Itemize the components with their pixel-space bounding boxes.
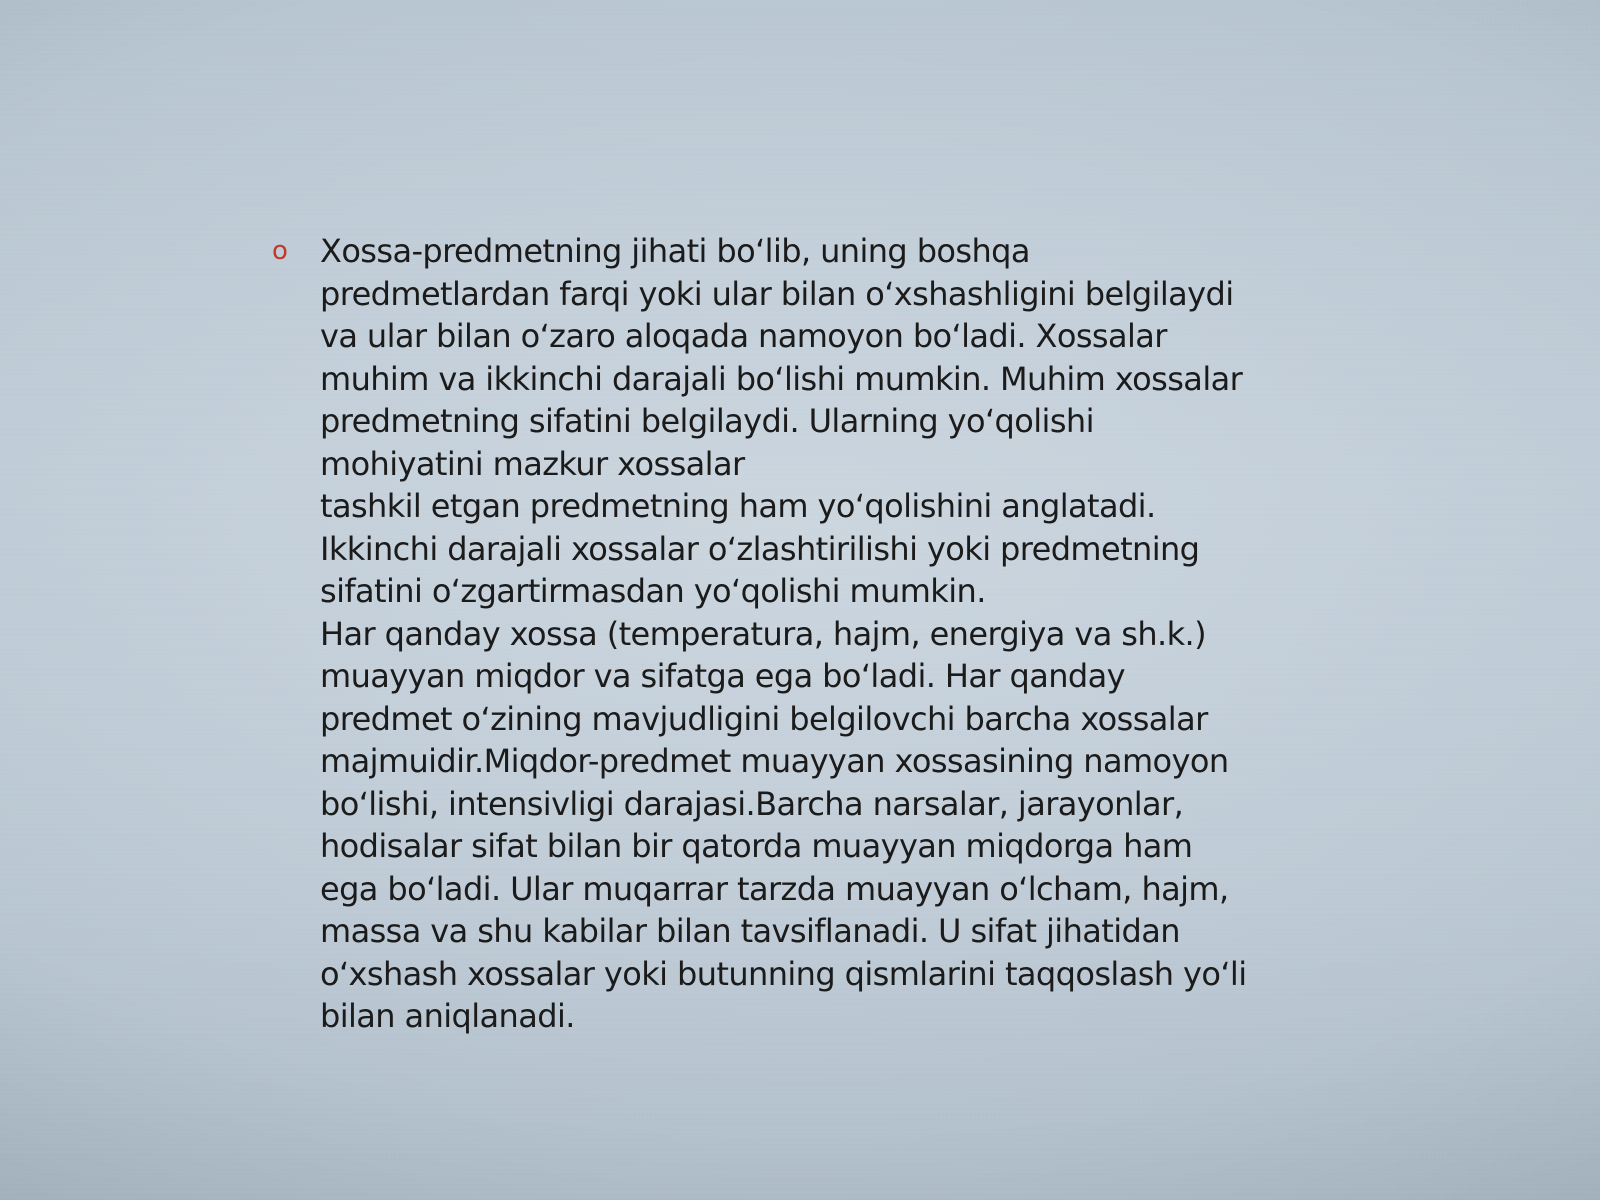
- text-line: muayyan miqdor va sifatga ega bo‘ladi. Har qanday: [320, 657, 1125, 695]
- text-line: majmuidir.Miqdor-predmet muayyan xossasining namoyon: [320, 742, 1229, 780]
- text-line: bo‘lishi, intensivligi darajasi.Barcha narsalar, jarayonlar,: [320, 784, 1184, 823]
- text-line: o‘xshash xossalar yoki butunning qismlarini taqqoslash yo‘li: [320, 954, 1247, 993]
- bullet-paragraph: [320, 230, 1332, 1038]
- text-line: Har qanday xossa (temperatura, hajm, energiya va sh.k.): [320, 614, 1206, 653]
- bullet-marker-icon: o: [272, 236, 288, 266]
- text-line: mohiyatini mazkur xossalar: [320, 444, 745, 483]
- text-line: hodisalar sifat bilan bir qatorda muayyan miqdorga ham: [320, 827, 1193, 865]
- text-line: predmet o‘zining mavjudligini belgilovchi barcha xossalar: [320, 699, 1208, 738]
- text-line: muhim va ikkinchi darajali bo‘lishi mumkin. Muhim xossalar: [320, 359, 1243, 398]
- bullet-item: [272, 230, 1332, 1038]
- text-line: ega bo‘ladi. Ular muqarrar tarzda muayyan o‘lcham, hajm,: [320, 869, 1229, 908]
- text-line: predmetning sifatini belgilaydi. Ularning yo‘qolishi: [320, 402, 1094, 440]
- text-line: tashkil etgan predmetning ham yo‘qolishini anglatadi.: [320, 487, 1156, 525]
- text-line: Ikkinchi darajali xossalar o‘zlashtirilishi yoki predmetning: [320, 529, 1200, 568]
- bullet-list: [272, 230, 1332, 1038]
- text-line: predmetlardan farqi yoki ular bilan o‘xshashligini belgilaydi: [320, 274, 1234, 313]
- text-line: sifatini o‘zgartirmasdan yo‘qolishi mumkin.: [320, 572, 986, 610]
- text-line: va ular bilan o‘zaro aloqada namoyon bo‘ladi. Xossalar: [320, 317, 1167, 355]
- text-line: Xossa-predmetning jihati bo‘lib, uning boshqa: [320, 232, 1030, 270]
- text-line: bilan aniqlanadi.: [320, 997, 575, 1035]
- text-line: massa va shu kabilar bilan tavsiflanadi. U sifat jihatidan: [320, 912, 1180, 950]
